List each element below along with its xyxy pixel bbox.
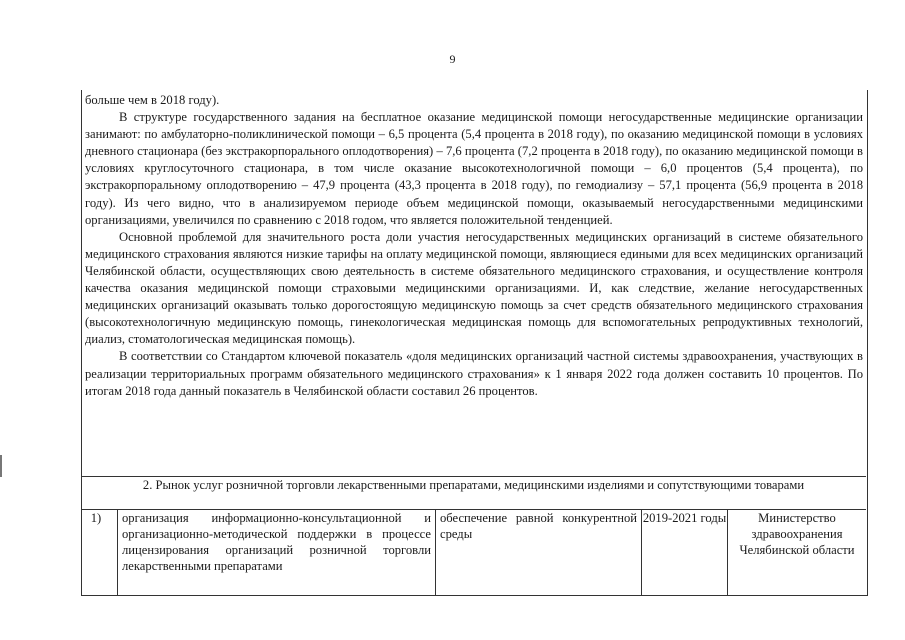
paragraph-continuation: больше чем в 2018 году). bbox=[85, 93, 220, 107]
table-row bbox=[81, 509, 866, 596]
scan-edge-mark bbox=[0, 455, 2, 477]
section-heading-row bbox=[81, 476, 866, 509]
row-term: 2019-2021 годы bbox=[641, 510, 727, 596]
paragraph-standard-indicator: В соответствии со Стандартом ключевой показатель «доля медицинских организаций частной системы здравоохранения, участвующих в реализации территориальных программ обязательного медицинского страхования» к 1 января 2022 года должен составить 10 процентов. По итогам 2018 года данный показатель в Челябинской области составил 26 процентов. bbox=[85, 349, 863, 398]
section-title: 2. Рынок услуг розничной торговли лекарственными препаратами, медицинскими изделиями и сопутствующими товарами bbox=[142, 478, 805, 492]
row-task: организация информационно-консультационной и организационно-методической поддержки в процессе лицензирования организаций розничной торговли лекарственными препаратами bbox=[117, 510, 435, 596]
row-number: 1) bbox=[90, 511, 102, 525]
paragraph-state-assignment: В структуре государственного задания на бесплатное оказание медицинской помощи негосударственные медицинские организации занимают: по амбулаторно-поликлинической помощи – 6,5 процента (5,4 процента в 2018 году), по оказанию медицинской помощи в условиях дневного стационара (без экстракорпорального оплодотворения) – 7,6 процента (7,2 процента в 2018 году), по оказанию медицинской помощи в условиях круглосуточного стационара, в том числе оказание высокотехнологичной помощи – 6,0 процентов (5,4 процента), по экстракорпоральному оплодотворению – 47,9 процента (43,3 процента в 2018 году), по гемодиализу – 57,1 процента (56,9 процента в 2018 году). Из чего видно, что в анализируемом периоде объем медицинской помощи, оказываемый негосударственными медицинскими организациями, увеличился по сравнению с 2018 годом, что является положительной тенденцией. bbox=[85, 110, 863, 227]
row-responsible: Министерство здравоохранения Челябинской области bbox=[727, 510, 866, 596]
paragraph-main-problem: Основной проблемой для значительного роста доли участия негосударственных медицинских организаций в системе обязательного медицинского страхования являются низкие тарифы на оплату медицинской помощи, являющиеся едиными для всех медицинских организаций Челябинской области, осуществляющих свою деятельность в системе обязательного медицинского страхования, и осуществление контроля качества оказания медицинской помощи страховыми медицинскими организациями. И, как следствие, желание негосударственных медицинских организаций оказывать только дорогостоящую медицинскую помощь за счет средств обязательного медицинского страхования (высокотехнологичную медицинскую помощь, гинекологическая медицинская помощь для вспомогательных репродуктивных технологий, диализ, стоматологическая медицинская помощь). bbox=[85, 229, 863, 347]
page-number: 9 bbox=[449, 52, 456, 66]
row-result: обеспечение равной конкурентной среды bbox=[435, 510, 641, 596]
body-text bbox=[85, 92, 863, 400]
